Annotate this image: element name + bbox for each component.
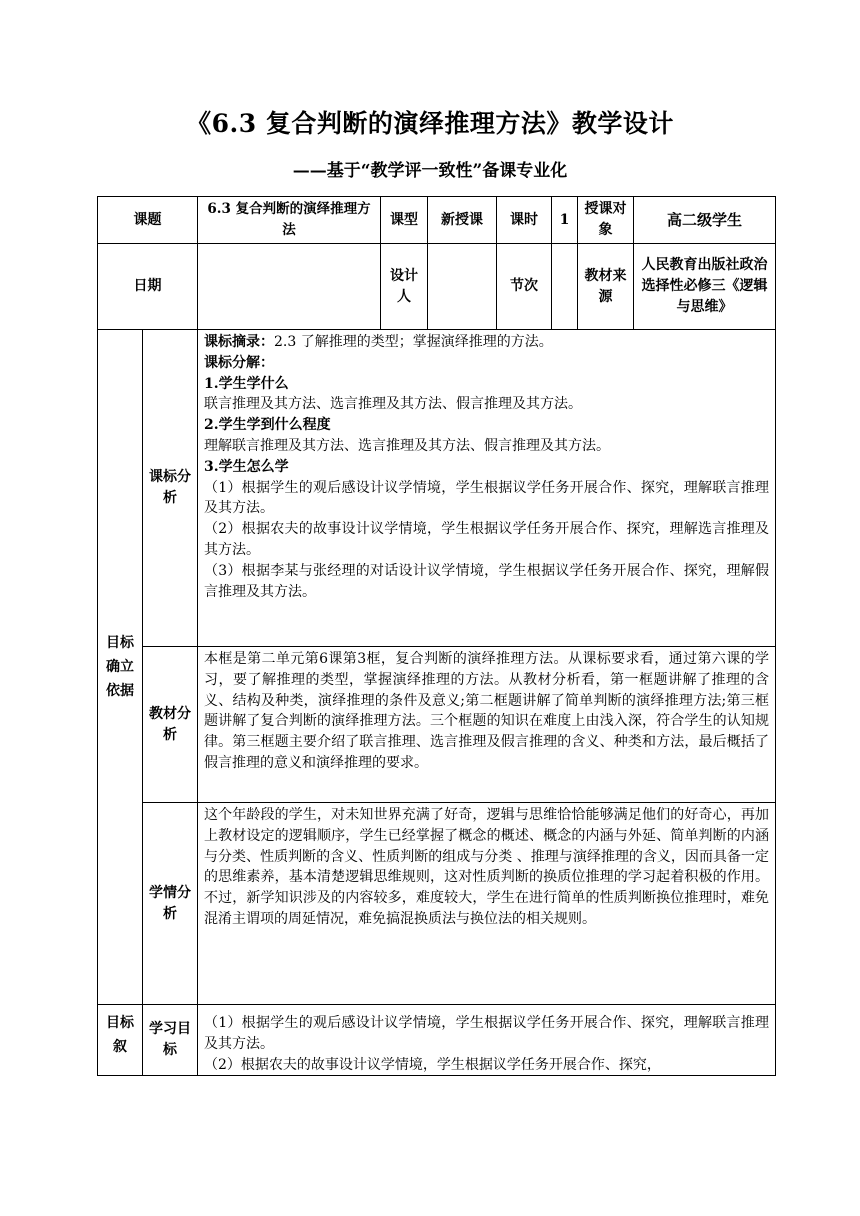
textbook-source-label: 教材来源 <box>578 244 634 330</box>
textbook-source-value: 人民教育出版社政治选择性必修三《逻辑与思维》 <box>634 244 776 330</box>
document-subtitle: ——基于“教学评一致性”备课专业化 <box>292 161 568 181</box>
student-analysis-text: 这个年龄段的学生，对未知世界充满了好奇，逻辑与思维恰恰能够满足他们的好奇心，再加上教材设定的逻辑顺序，学生已经掌握了概念的概述、概念的内涵与外延、简单判断的内涵与分类、性质判断的含义、性质判断的组成与分类 、推理与演绎推理的含义，因而具备一定的思维素养，基本清楚逻辑思维规则，这对性质判断的换质位推理的学习起着积极的作用。不过，新学知识涉及的内容较多，难度较大，学生在进行简单的性质判断换位推理时，难免混淆主谓项的周延情况，难免搞混换质法与换位法的相关规则。 <box>198 803 776 1005</box>
designer-label: 设计人 <box>381 244 428 330</box>
class-hours-value: 1 <box>552 197 578 244</box>
method-item-2: （2）根据农夫的故事设计议学情境，学生根据议学任务开展合作、探究，理解选言推理及其方法。 <box>204 521 769 558</box>
basis-section-label: 目标确立依据 <box>98 330 143 1005</box>
goals-section-label: 目标叙 <box>98 1005 143 1076</box>
question-extent: 2.学生学到什么程度 <box>204 417 331 434</box>
audience-value: 高二级学生 <box>634 197 776 244</box>
learning-goal-1: （1）根据学生的观后感设计议学情境，学生根据议学任务开展合作、探究，理解联言推理及其方法。 <box>204 1015 769 1052</box>
section-label: 节次 <box>497 244 552 330</box>
learning-goals-label: 学习目标 <box>143 1005 198 1076</box>
learning-goals-content <box>198 1005 776 1076</box>
document-title: 《6.3 复合判断的演绎推理方法》教学设计 <box>186 109 674 138</box>
method-item-1: （1）根据学生的观后感设计议学情境，学生根据议学任务开展合作、探究，理解联言推理及其方法。 <box>204 479 769 517</box>
lesson-plan-table <box>97 196 776 1076</box>
answer-extent: 理解联言推理及其方法、选言推理及其方法、假言推理及其方法。 <box>204 437 610 454</box>
answer-what: 联言推理及其方法、选言推理及其方法、假言推理及其方法。 <box>204 396 582 413</box>
class-hours-label: 课时 <box>497 197 552 244</box>
topic-label: 课题 <box>98 197 198 244</box>
textbook-analysis-label: 教材分析 <box>143 647 198 803</box>
lesson-type-value: 新授课 <box>428 197 497 244</box>
question-how: 3.学生怎么学 <box>204 458 289 475</box>
breakdown-label: 课标分解： <box>204 354 274 371</box>
audience-label: 授课对象 <box>578 197 634 244</box>
curriculum-analysis-content <box>198 330 776 647</box>
textbook-analysis-text: 本框是第二单元第6课第3框，复合判断的演绎推理方法。从课标要求看，通过第六课的学习，要了解推理的类型，掌握演绎推理的方法。从教材分析看，第一框题讲解了推理的含义、结构及种类，演绎推理的条件及意义;第二框题讲解了简单判断的演绎推理方法;第三框题讲解了复合判断的演绎推理方法。三个框题的知识在难度上由浅入深，符合学生的认知规律。第三框题主要介绍了联言推理、选言推理及假言推理的含义、种类和方法，最后概括了假言推理的意义和演绎推理的要求。 <box>198 647 776 803</box>
topic-value: 6.3 复合判断的演绎推理方法 <box>198 197 381 244</box>
date-value <box>198 244 381 330</box>
designer-value <box>428 244 497 330</box>
excerpt-text: 2.3 了解推理的类型；掌握演绎推理的方法。 <box>274 334 553 350</box>
method-item-3: （3）根据李某与张经理的对话设计议学情境，学生根据议学任务开展合作、探究，理解假言推理及其方法。 <box>204 562 769 600</box>
question-what: 1.学生学什么 <box>204 375 289 392</box>
date-label: 日期 <box>98 244 198 330</box>
excerpt-label: 课标摘录： <box>204 334 274 350</box>
learning-goal-2: （2）根据农夫的故事设计议学情境，学生根据议学任务开展合作、探究， <box>204 1056 661 1073</box>
curriculum-analysis-label: 课标分析 <box>143 330 198 647</box>
student-analysis-label: 学情分析 <box>143 803 198 1005</box>
lesson-type-label: 课型 <box>381 197 428 244</box>
section-value <box>552 244 578 330</box>
